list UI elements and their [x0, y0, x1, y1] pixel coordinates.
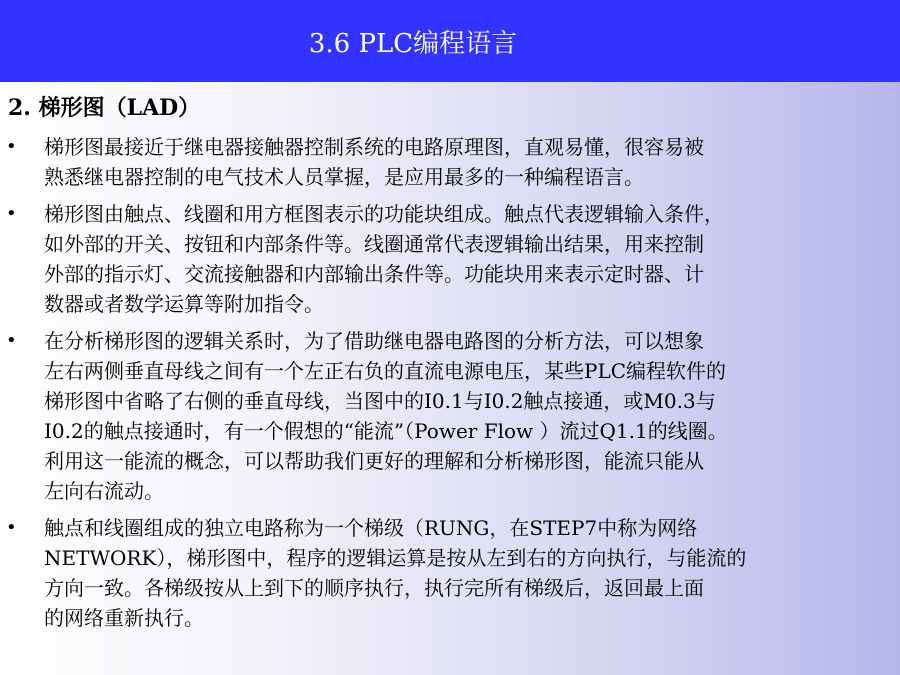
- bullet-text-line: I0.2的触点接通时，有一个假想的“能流”（Power Flow ）流过Q1.1的线圈。: [44, 419, 728, 443]
- bullet-text-line: 梯形图最接近于继电器接触器控制系统的电路原理图，直观易懂，很容易被: [44, 135, 704, 159]
- bullet-dot-icon: •: [6, 136, 17, 157]
- bullet-text-line: 熟悉继电器控制的电气技术人员掌握，是应用最多的一种编程语言。: [44, 165, 644, 189]
- bullet-text-line: 数器或者数学运算等附加指令。: [44, 292, 324, 316]
- bullet-text-line: 梯形图中省略了右侧的垂直母线，当图中的I0.1与I0.2触点接通，或M0.3与: [44, 389, 716, 413]
- bullet-text-line: 利用这一能流的概念，可以帮助我们更好的理解和分析梯形图，能流只能从: [44, 449, 704, 473]
- section-heading: 2. 梯形图（LAD）: [8, 95, 201, 121]
- bullet-dot-icon: •: [6, 330, 17, 351]
- title-bar: [0, 0, 900, 82]
- bullet-text-line: NETWORK），梯形图中，程序的逻辑运算是按从左到右的方向执行，与能流的: [44, 546, 747, 570]
- bullet-item: [0, 199, 900, 319]
- bullet-text-line: 左右两侧垂直母线之间有一个左正右负的直流电源电压，某些PLC编程软件的: [44, 359, 727, 383]
- bullet-item: [0, 513, 900, 633]
- bullet-list: [0, 132, 900, 640]
- bullet-text-line: 方向一致。各梯级按从上到下的顺序执行，执行完所有梯级后，返回最上面: [44, 576, 704, 600]
- bullet-dot-icon: •: [6, 203, 17, 224]
- bullet-item: [0, 132, 900, 192]
- bullet-text-line: 梯形图由触点、线圈和用方框图表示的功能块组成。触点代表逻辑输入条件，: [44, 202, 724, 226]
- bullet-text-line: 外部的指示灯、交流接触器和内部输出条件等。功能块用来表示定时器、计: [44, 262, 704, 286]
- bullet-item: [0, 326, 900, 506]
- bullet-text-line: 如外部的开关、按钮和内部条件等。线圈通常代表逻辑输出结果，用来控制: [44, 232, 704, 256]
- bullet-text-line: 左向右流动。: [44, 479, 164, 503]
- bullet-text-line: 在分析梯形图的逻辑关系时，为了借助继电器电路图的分析方法，可以想象: [44, 329, 704, 353]
- bullet-dot-icon: •: [6, 517, 17, 538]
- bullet-text-line: 的网络重新执行。: [44, 606, 204, 630]
- slide-title: 3.6 PLC编程语言: [308, 29, 518, 59]
- bullet-text-line: 触点和线圈组成的独立电路称为一个梯级（RUNG，在STEP7中称为网络: [44, 516, 698, 540]
